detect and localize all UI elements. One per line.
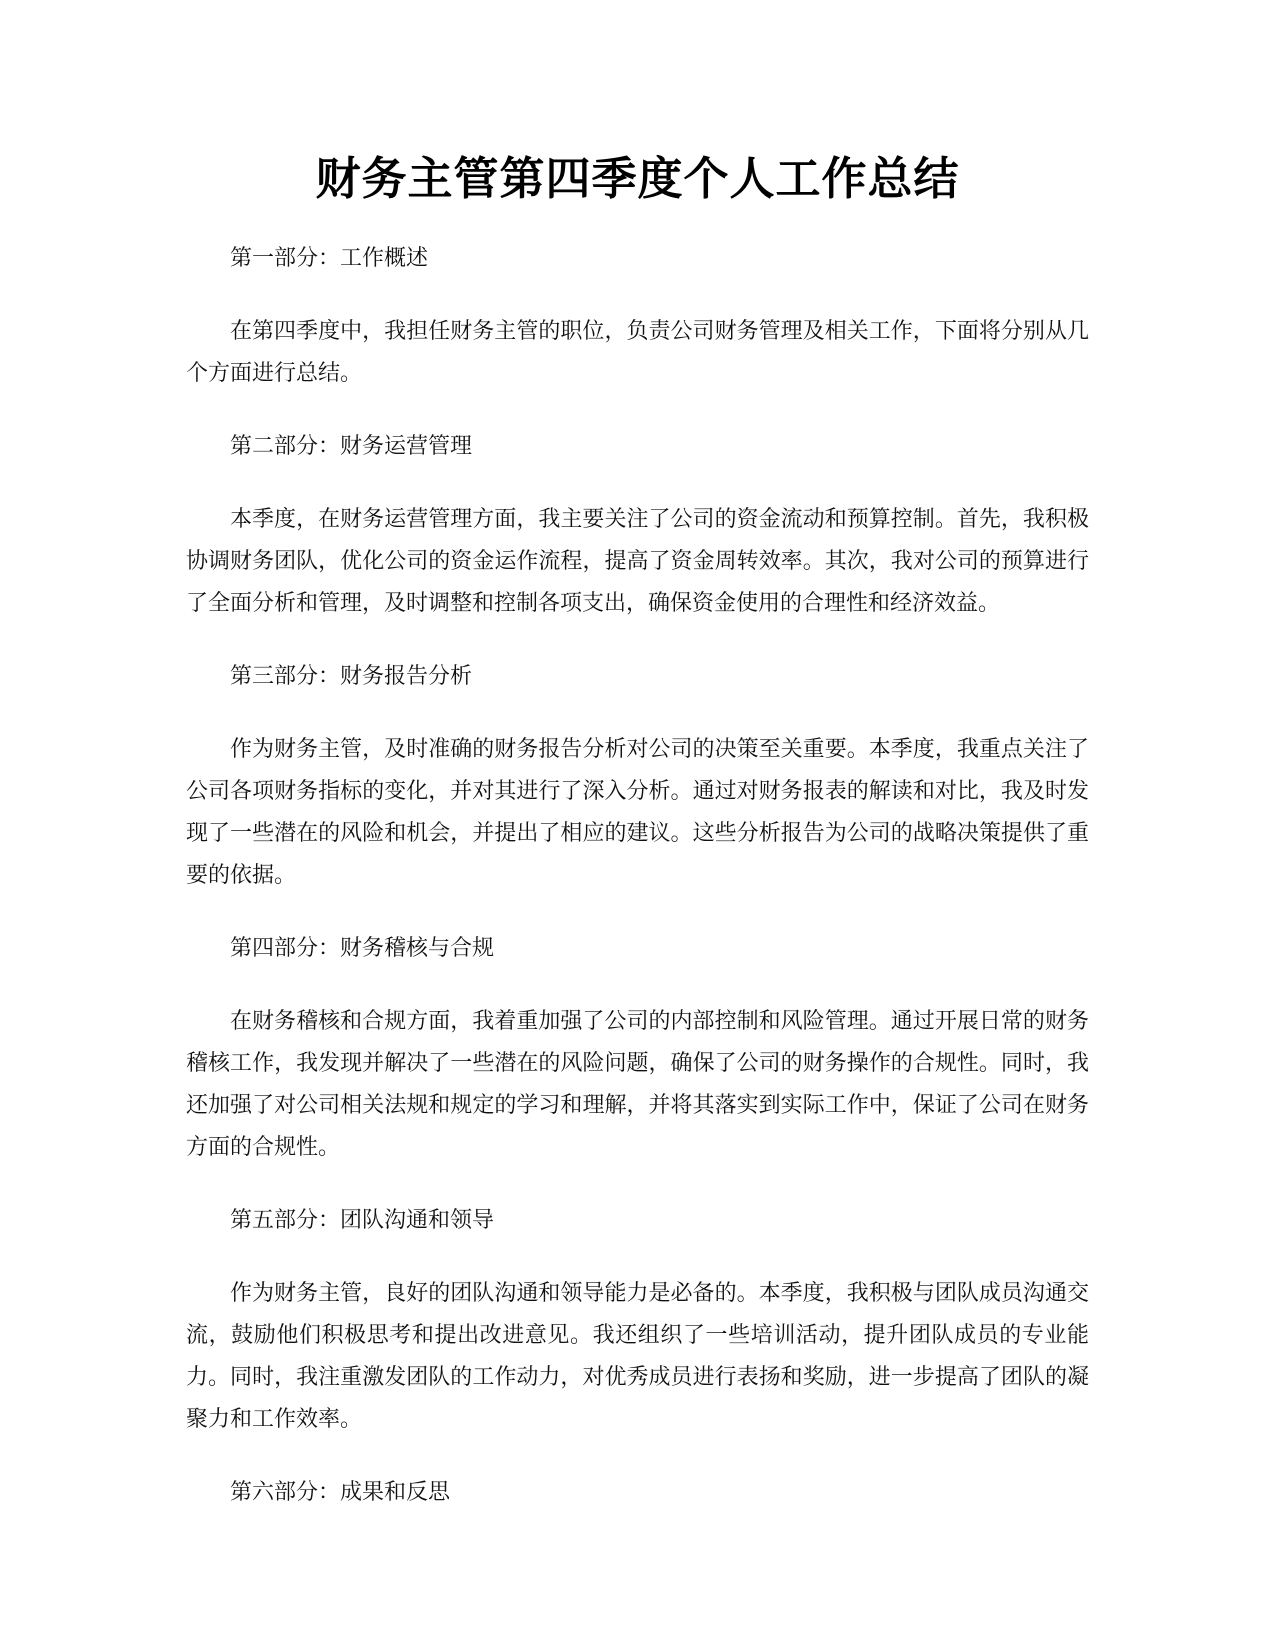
section-paragraph-5: 作为财务主管，良好的团队沟通和领导能力是必备的。本季度，我积极与团队成员沟通交流，鼓励他们积极思考和提出改进意见。我还组织了一些培训活动，提升团队成员的专业能力。同时，我注重激发团队的工作动力，对优秀成员进行表扬和奖励，进一步提高了团队的凝聚力和工作效率。 [186,1281,1089,1432]
section-heading-3: 第三部分：财务报告分析 [230,664,473,689]
section-paragraph-3: 作为财务主管，及时准确的财务报告分析对公司的决策至关重要。本季度，我重点关注了公司各项财务指标的变化，并对其进行了深入分析。通过对财务报表的解读和对比，我及时发现了一些潜在的风险和机会，并提出了相应的建议。这些分析报告为公司的战略决策提供了重要的依据。 [186,737,1089,888]
section-paragraph-1: 在第四季度中，我担任财务主管的职位，负责公司财务管理及相关工作，下面将分别从几个方面进行总结。 [186,319,1089,386]
document-body [186,238,1089,1545]
section-heading-2: 第二部分：财务运营管理 [230,434,473,459]
section-paragraph-2: 本季度，在财务运营管理方面，我主要关注了公司的资金流动和预算控制。首先，我积极协调财务团队，优化公司的资金运作流程，提高了资金周转效率。其次，我对公司的预算进行了全面分析和管理，及时调整和控制各项支出，确保资金使用的合理性和经济效益。 [186,507,1089,616]
section-paragraph-4: 在财务稽核和合规方面，我着重加强了公司的内部控制和风险管理。通过开展日常的财务稽核工作，我发现并解决了一些潜在的风险问题，确保了公司的财务操作的合规性。同时，我还加强了对公司相关法规和规定的学习和理解，并将其落实到实际工作中，保证了公司在财务方面的合规性。 [186,1009,1089,1160]
section-heading-4: 第四部分：财务稽核与合规 [230,936,495,961]
section-heading-5: 第五部分：团队沟通和领导 [230,1208,495,1233]
section-heading-1: 第一部分：工作概述 [230,246,429,271]
section-heading-6: 第六部分：成果和反思 [230,1480,451,1505]
document-title: 财务主管第四季度个人工作总结 [315,152,960,205]
